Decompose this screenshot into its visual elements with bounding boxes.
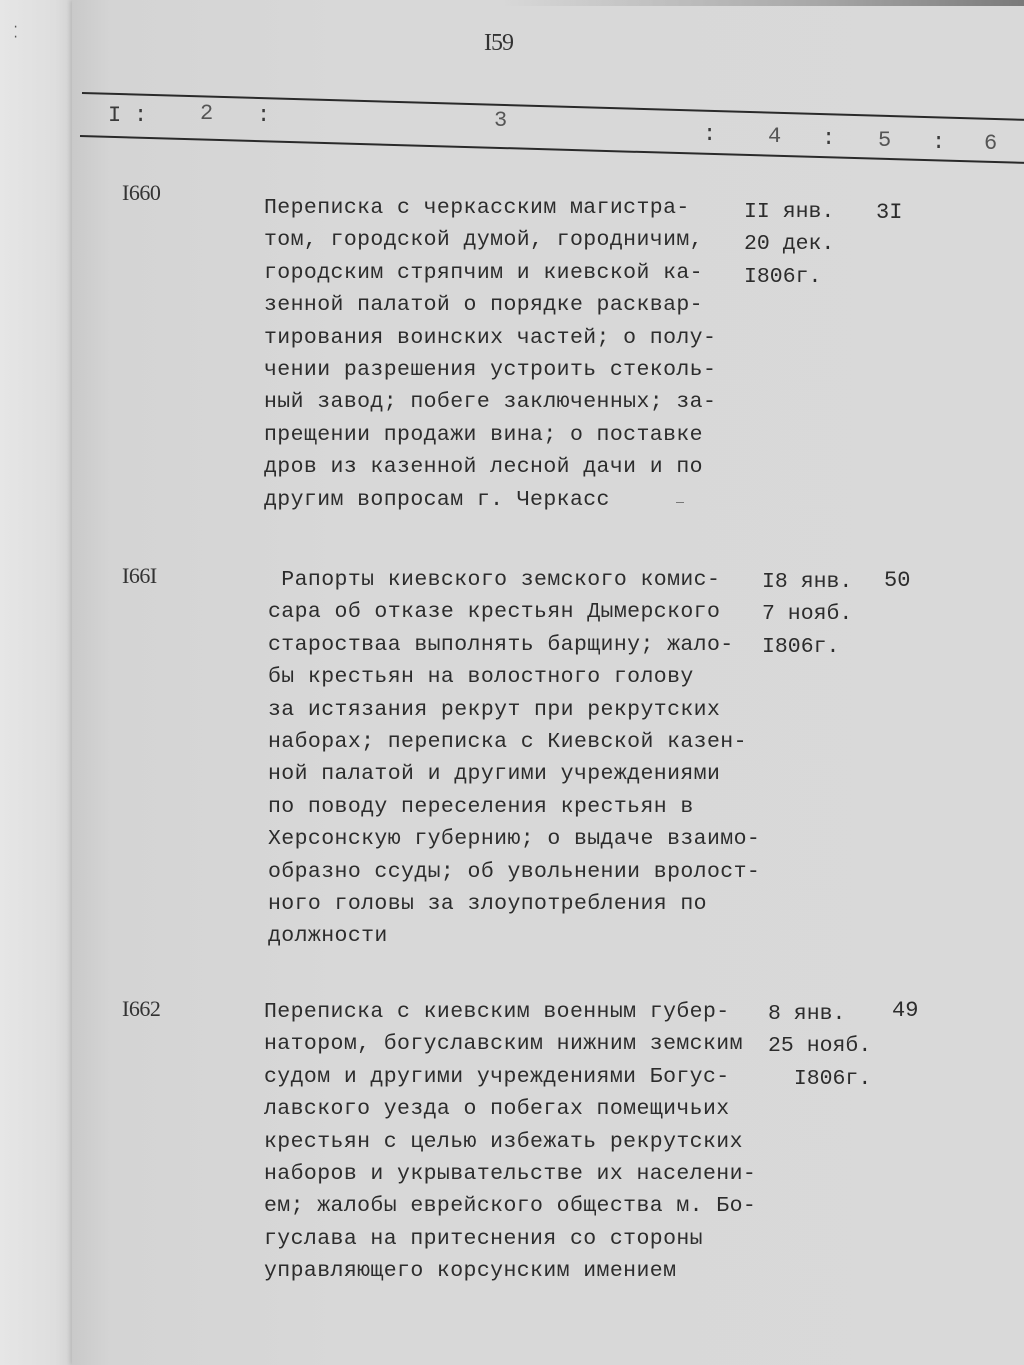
column-header-4: 4 xyxy=(768,124,782,149)
column-header-2: 2 xyxy=(200,101,214,126)
entry-description: Переписка с киевским военным губер- натором, богуславским нижним земским судом и другими учреждениями Богус- лавского уезда о побегах помещичьих крестьян с целью избежать рекрутских наборов и укрывательстве их населени- ем; жалобы еврейского общества м. Бо- гуслава на притеснения со стороны управляющего корсунским имением xyxy=(264,1000,757,1284)
entry-number: I662 xyxy=(122,996,161,1021)
entry-dates: 8 янв. 25 нояб. I806г. xyxy=(768,1002,872,1091)
column-separator: : xyxy=(932,130,946,155)
column-separator: : xyxy=(703,122,717,147)
column-header-5: 5 xyxy=(878,128,892,153)
entry-dates: II янв. 20 дек. I806г. xyxy=(744,200,835,289)
page-top-shadow xyxy=(500,0,1024,6)
entry-sheet-count: 50 xyxy=(884,568,911,593)
column-separator: : xyxy=(822,126,836,151)
entry-number: I66I xyxy=(122,563,157,588)
entry-description: Рапорты киевского земского комис- сара об отказе крестьян Дымерского старостваa выполнять барщину; жало- бы крестьян на волостного голову за истязания рекрут при рекрутских наборах; переписка с Киевской казен- ной палатой и другими учреждениями по поводу переселения крестьян в Херсонскую губернию; о выдаче взаимо- образно ссуды; об увольнении вролост- ного головы за злоупотребления по должности xyxy=(268,568,761,949)
column-header-6: 6 xyxy=(984,131,998,156)
column-header-1: I xyxy=(108,103,122,128)
entry-sheet-count: 3I xyxy=(876,200,903,225)
entry-dates: I8 янв. 7 нояб. I806г. xyxy=(762,570,853,659)
column-separator: : xyxy=(257,103,271,128)
entry-sheet-count: 49 xyxy=(892,998,919,1023)
entry-description: Переписка с черкасским магистра- том, городской думой, городничим, городским стряпчим и киевской ка- зенной палатой о порядке расквар- тирования воинских частей; о полу- чении разрешения устроить стеколь- ный завод; побеге заключенных; за- прещении продажи вина; о поставке дров из казенной лесной дачи и по другим вопросам г. Черкасс xyxy=(264,196,717,512)
page-number: I59 xyxy=(484,30,513,56)
margin-marks: · · xyxy=(12,20,20,44)
column-separator: : xyxy=(134,103,148,128)
facing-page-edge xyxy=(0,0,78,1365)
entry-number: I660 xyxy=(122,180,161,205)
column-header-3: 3 xyxy=(494,108,508,133)
stray-mark xyxy=(676,502,684,503)
